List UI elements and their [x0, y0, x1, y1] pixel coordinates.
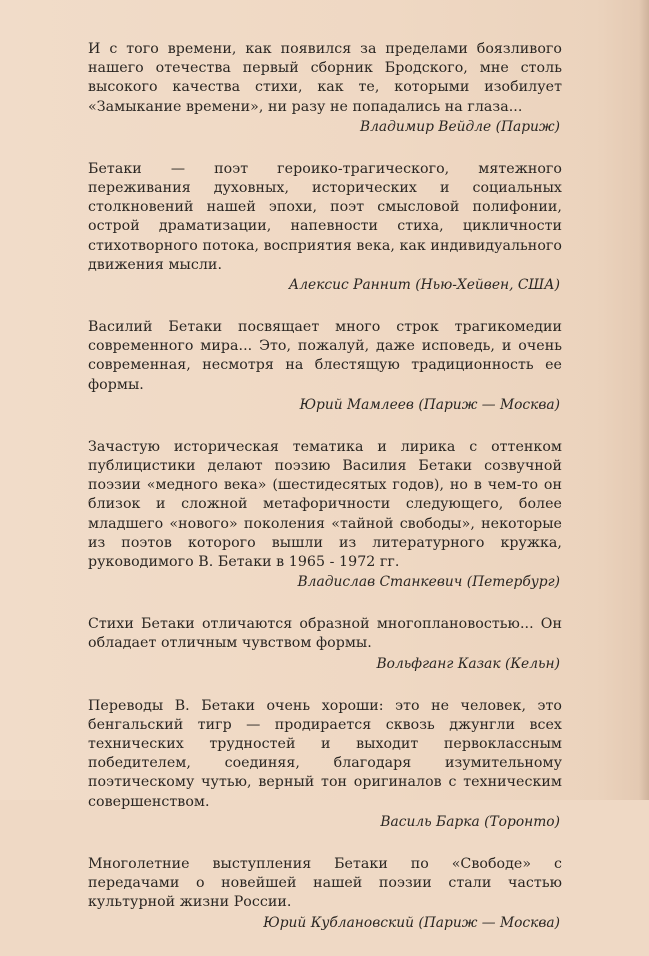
- quote-text: Бетаки — поэт героико-трагического, мятежного переживания духовных, исторических и социальных столкновений нашей эпохи, поэт смысловой полифонии, острой драматизации, напевности стиха, цикличности стихотворного потока, восприятия века, как индивидуального движения мысли.: [88, 160, 562, 273]
- quote-text: Зачастую историческая тематика и лирика с оттенком публицистики делают поэзию Василия Бетаки созвучной поэзии «медного века» (шестидесятых годов), но в чем-то он близок и сложной метафоричности следующего, более младшего «нового» поколения «тайной свободы», некоторые из поэтов которого вышли из литературного кружка, руководимого В. Бетаки в 1965 - 1972 гг.: [88, 438, 562, 571]
- quote-block: [88, 318, 562, 415]
- quote-text: И с того времени, как появился за пределами боязливого нашего отечества первый сборник Бродского, мне столь высокого качества стихи, как те, которыми изобилует «Замыкание времени», ни разу не попадались на глаза...: [88, 41, 562, 115]
- quote-author: Вольфганг Казак (Кельн): [376, 655, 560, 672]
- quotes-column: [88, 40, 562, 956]
- quote-author: Владислав Станкевич (Петербург): [297, 574, 560, 591]
- quote-author: Юрий Кублановский (Париж — Москва): [263, 914, 560, 931]
- quote-author: Владимир Вейдле (Париж): [359, 118, 560, 135]
- quote-text: Переводы В. Бетаки очень хороши: это не человек, это бенгальский тигр — продирается сквозь джунгли всех технических трудностей и выходит первоклассным победителем, соединяя, благодаря изумительному поэтическому чутью, верный тон оригиналов с техническим совершенством.: [88, 697, 562, 810]
- quote-author: Юрий Мамлеев (Париж — Москва): [299, 396, 560, 413]
- quote-block: [88, 160, 562, 295]
- quote-text: Многолетние выступления Бетаки по «Свободе» с передачами о новейшей нашей поэзии стали частью культурной жизни России.: [88, 855, 562, 911]
- quote-author: Василь Барка (Торонто): [380, 813, 560, 830]
- quote-block: [88, 40, 562, 137]
- quote-text: Стихи Бетаки отличаются образной многоплановостью... Он обладает отличным чувством формы.: [88, 616, 562, 652]
- quote-block: [88, 438, 562, 592]
- quote-author: Алексис Раннит (Нью-Хейвен, США): [288, 277, 560, 294]
- quote-block: [88, 615, 562, 673]
- page-edge-shadow: [639, 0, 649, 800]
- quote-text: Василий Бетаки посвящает много строк трагикомедии современного мира... Это, пожалуй, даже исповедь, и очень современная, несмотря на блестящую традиционность ее формы.: [88, 319, 562, 393]
- quote-block: [88, 697, 562, 832]
- quote-block: [88, 855, 562, 933]
